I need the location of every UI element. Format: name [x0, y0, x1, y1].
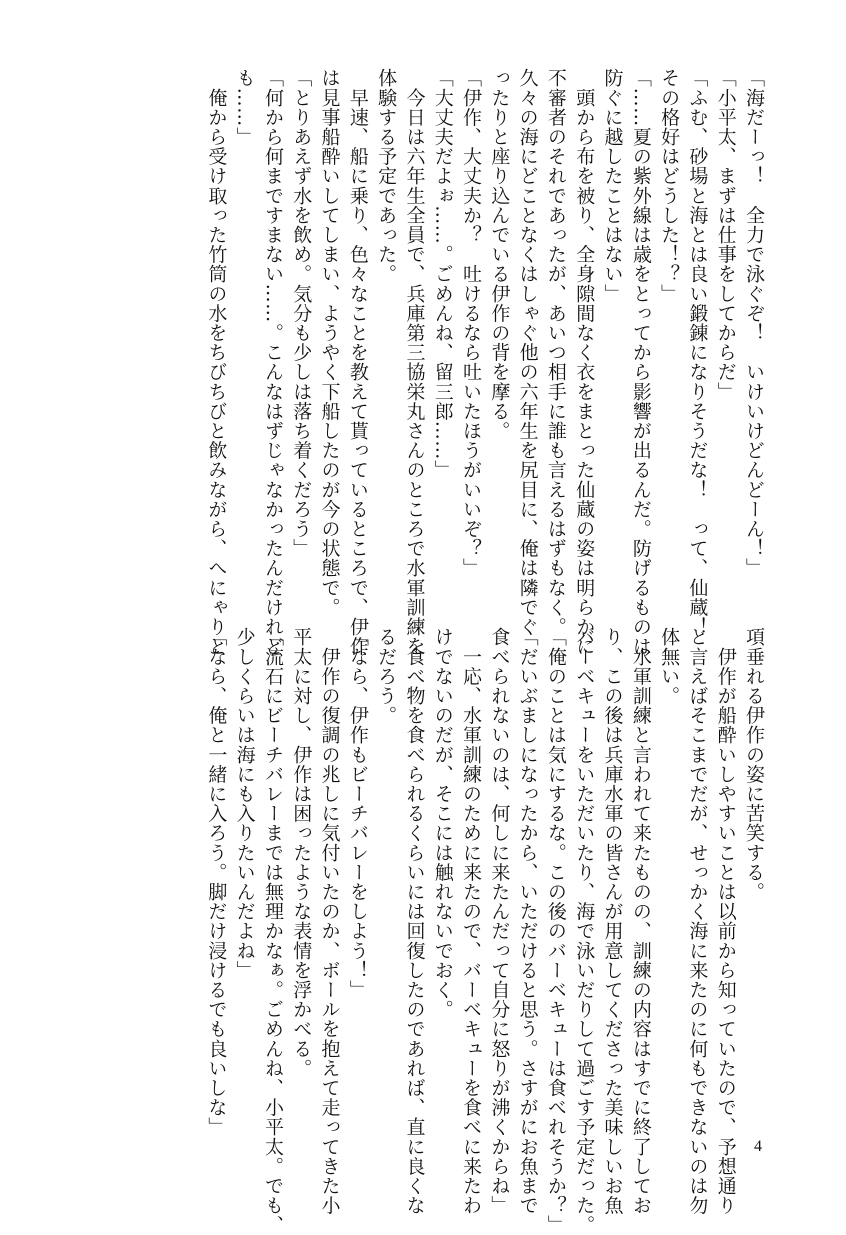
text-line: 平太に対し、伊作は困ったような表情を浮かべる。	[290, 627, 313, 1078]
upper-text-block	[66, 68, 768, 656]
text-line: 今日は六年生全員で、兵庫第三協栄丸さんのところで水軍訓練を	[403, 68, 426, 656]
text-line: バーベキューをいただいたり、海で泳いだりして過ごす予定だった。	[573, 627, 596, 1235]
text-line: 水軍訓練と言われて来たものの、訓練の内容はすでに終了してお	[629, 627, 652, 1215]
text-line: 久々の海にどことなくはしゃぐ他の六年生を尻目に、俺は隣でぐ	[516, 68, 539, 637]
text-line: 「なら、伊作もビーチバレーをしよう！」	[346, 627, 369, 1000]
text-line: 伊作の復調の兆しに気付いたのか、ボールを抱えて走ってきた小	[318, 627, 341, 1215]
text-line: 「だいぶましになったから、いただけると思う。さすがにお魚まで	[516, 627, 539, 1215]
text-line: は見事船酔いしてしまい、ようやく下船したのが今の状態で。	[318, 68, 341, 617]
text-line: ったりと座り込んでいる伊作の背を摩る。	[488, 68, 511, 441]
page-number: 4	[754, 1138, 762, 1155]
text-line: り、この後は兵庫水軍の皆さんが用意してくださった美味しいお魚	[601, 627, 624, 1215]
text-line: 「大丈夫だよぉ……。ごめんね、留三郎……」	[431, 68, 454, 480]
text-line: るだろう。	[375, 627, 398, 725]
text-line: 「海だーっ！ 全力で泳ぐぞ！ いけいけどんどーん！」	[743, 68, 765, 578]
text-line: 食べられないのは、何しに来たんだって自分に怒りが沸くからね」	[488, 627, 511, 1215]
text-line: 項垂れる伊作の姿に苦笑する。	[743, 627, 765, 902]
text-line: 伊作が船酔いしやすいことは以前から知っていたので、予想通り	[714, 627, 737, 1215]
text-line: 「伊作、大丈夫か？ 吐けるなら吐いたほうがいいぞ？」	[460, 68, 483, 578]
text-line: けでないのだが、そこには触れないでおく。	[431, 627, 454, 1019]
text-line: 体験する予定であった。	[375, 68, 398, 284]
text-line: 早速、船に乗り、色々なことを教えて貰っているところで、伊作	[346, 68, 369, 656]
text-line: 防ぐに越したことはない」	[601, 68, 624, 304]
text-line: その格好はどうした！？」	[658, 68, 681, 304]
text-line: 「とりあえず水を飲め。気分も少しは落ち着くだろう」	[290, 68, 313, 558]
text-line: も……」	[233, 68, 256, 147]
text-line: 体無い。	[658, 627, 681, 706]
text-line: 俺から受け取った竹筒の水をちびちびと飲みながら、へにゃりと	[205, 68, 228, 656]
text-line: と言えばそこまでだが、せっかく海に来たのに何もできないのは勿	[686, 627, 709, 1215]
text-line: 不審者のそれであったが、あいつ相手に誰も言えるはずもなく。	[544, 68, 567, 637]
text-line: 「俺のことは気にするな。この後のバーベキューは食べれそうか？」	[544, 627, 567, 1235]
text-line: 「小平太、まずは仕事をしてからだ」	[714, 68, 737, 402]
text-line: 食べ物を食べられるくらいには回復したのであれば、直に良くな	[403, 627, 426, 1215]
text-line: 少しくらいは海にも入りたいんだよね」	[233, 627, 256, 980]
text-line: 「なら、俺と一緒に入ろう。脚だけ浸けるでも良いしな」	[205, 627, 228, 1137]
text-line: 「ふむ、砂場と海とは良い鍛錬になりそうだな！ って、仙蔵！	[686, 68, 709, 637]
text-line: 「……夏の紫外線は歳をとってから影響が出るんだ。防げるものは	[629, 68, 652, 656]
lower-text-block	[66, 627, 768, 1235]
text-line: 頭から布を被り、全身隙間なく衣をまとった仙蔵の姿は明らかに	[573, 68, 596, 656]
text-line: 「流石にビーチバレーまでは無理かなぁ。ごめんね、小平太。でも、	[261, 627, 284, 1235]
text-line: 「何から何まですまない……。こんなはずじゃなかったんだけれど	[261, 68, 284, 656]
text-line: 一応、水軍訓練のために来たので、バーベキューを食べに来たわ	[460, 627, 483, 1215]
